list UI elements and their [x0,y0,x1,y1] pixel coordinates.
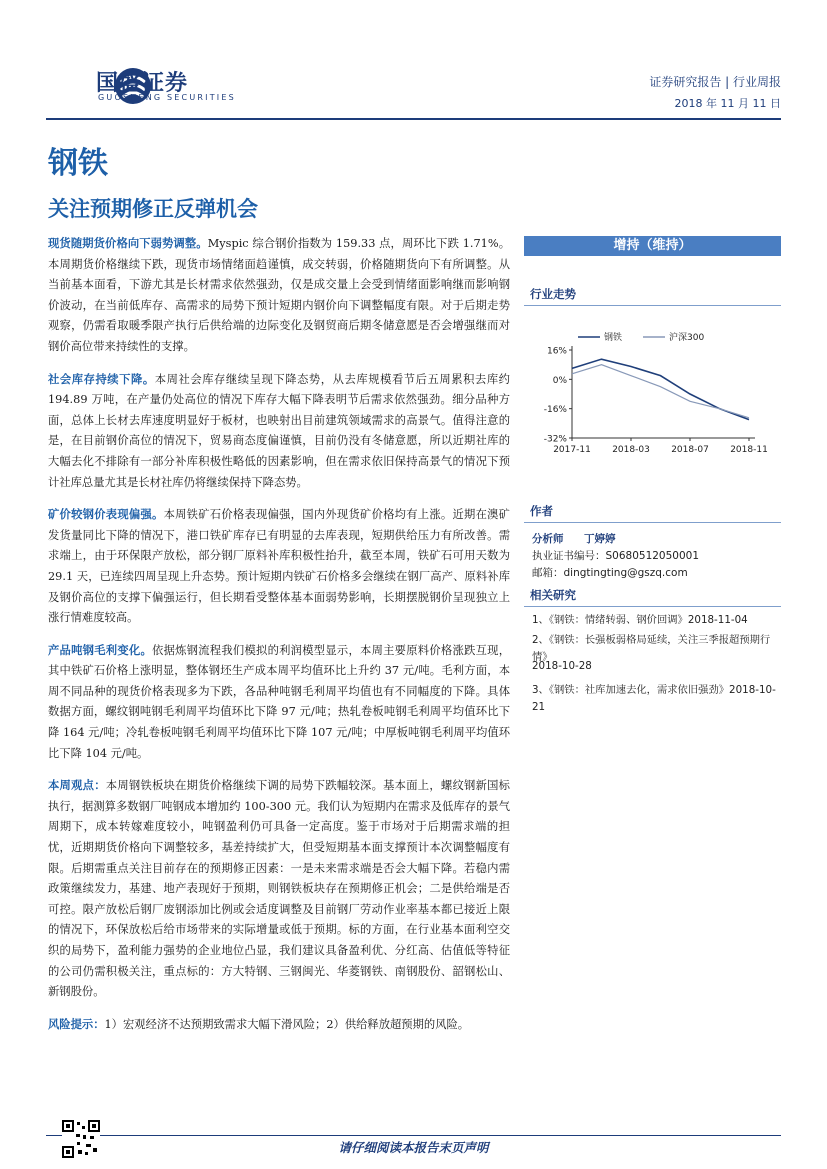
chart-layer [544,331,768,455]
series-line-1 [572,365,749,418]
paragraph-gross-margin: 产品吨钢毛利变化。依据炼钢流程我们模拟的利润模型显示，本周主要原料价格涨跌互现，其中铁矿石价格上涨明显，整体钢坯生产成本周平均值环比上升约 37 元/吨。毛利方面，本周不同品种的现货价格表现多为下跌，各品种吨钢毛利周平均值也有不同幅度的下降。具体数据方面，螺纹钢吨钢毛利周平均值环比下降 97 元/吨；热轧卷板吨钢毛利周平均值环比下降 164 元/吨；冷轧卷板吨钢毛利周平均值环比下降 107 元/吨；中厚板吨钢毛利周平均值环比下降 104 元/吨。 [48,643,510,760]
paragraph-risk: 风险提示：1）宏观经济不达预期致需求大幅下滑风险；2）供给释放超预期的风险。 [48,1017,470,1031]
company-name-en: GUOSHENG SECURITIES [98,93,236,102]
analyst-license: 执业证书编号：S0680512050001 [532,550,700,562]
header-rule [46,118,781,120]
qr-code-icon [62,1120,100,1158]
company-name: 国盛证券 [96,71,189,96]
rating-badge: 增持（维持） [524,236,781,256]
x-tick-label: 2018-03 [612,445,650,455]
main-body [48,234,510,1047]
related-list [532,612,782,713]
related-item[interactable]: 3、《钢铁：社库加速去化，需求依旧强劲》2018-10-21 [532,684,776,713]
related-rule [524,606,781,607]
y-tick-label: -32% [543,434,567,445]
y-tick-label: 0% [552,375,567,386]
paragraph-inventory: 社会库存持续下降。本周社会库存继续呈现下降态势，从去库规模看节后五周累积去库约 194.89 万吨，在产量仍处高位的情况下库存大幅下降表明节后需求依然强劲。细分品种方面，总体上长材去库速度明显好于板材，也映射出目前建筑领域需求的高景气。值得注意的是，在目前钢价高位的情况下，贸易商态度偏谨慎，目前仍没有冬储意愿，所以近期社库的大幅去化不排除有一部分补库积极性略低的因素影响，但在需求依旧保持高景气的情况下预计社库总量尤其是长材社库仍将继续保持下降态势。 [48,372,510,489]
related-item[interactable]: 1、《钢铁：情绪转弱、钢价回调》2018-11-04 [532,614,748,626]
analyst-email[interactable]: 邮箱：dingtingting@gszq.com [532,567,688,579]
doc-type: 证券研究报告 | 行业周报 [649,75,781,89]
paragraph-spot-price: 现货随期货价格向下弱势调整。Myspic 综合钢价指数为 159.33 点，周环比下跌 1.71%。本周期货价格继续下跌，现货市场情绪面趋谨慎，成交转弱，价格随期货向下有所调整。从当前基本面看，下游尤其是长材需求依然强劲，仅是成交量上会受到情绪面影响继而影响钢价波动，在当前低库存、高需求的局势下预计短期内钢价向下调整幅度有限。对于后期走势观察，仍需看取暖季限产执行后供给端的边际变化及钢贸商后期冬储意愿是否会增强继而对钢价高位带来持续性的支撑。 [48,237,510,353]
analyst-name: 丁婷婷 [584,533,616,545]
footer-rule [46,1135,781,1136]
x-tick-label: 2018-07 [671,445,709,455]
trend-rule [524,305,781,306]
related-item[interactable]: 2、《钢铁：长强板弱格局延续，关注三季报超预期行情》 [532,634,771,663]
doc-date: 2018 年 11 月 11 日 [674,97,781,110]
y-tick-label: -16% [543,405,567,416]
sector-title: 钢铁 [48,146,108,181]
x-tick-label: 2017-11 [553,445,591,455]
series-line-0 [572,359,749,420]
author-rule [524,522,781,523]
analyst-role: 分析师 [532,533,564,545]
footer-disclaimer-note: 请仔细阅读本报告末页声明 [338,1140,489,1155]
related-item-date: 2018-10-28 [532,660,592,672]
author-title: 作者 [530,504,553,518]
x-tick-label: 2018-11 [730,445,768,455]
y-tick-label: 16% [546,346,567,357]
industry-trend-chart [524,325,781,465]
paragraph-ore-price: 矿价较钢价表现偏强。本周铁矿石价格表现偏强，国内外现货矿价格均有上涨。近期在澳矿发货量同比下降的情况下，港口铁矿库存已有明显的去库表现，短期供给压力有所改善。需求端上，由于环保限产放松，部分钢厂原料补库积极性抬升，截至本周，铁矿石可用天数为 29.1 天，已连续四周呈现上升态势。预计短期内铁矿石价格多会继续在钢厂高产、原料补库及钢价高位的支撑下偏强运行，但长期看受整体基本面弱势影响，长期摆脱钢价呈现独立上涨行情难度较高。 [48,508,510,625]
paragraph-weekly-view: 本周观点：本周钢铁板块在期货价格继续下调的局势下跌幅较深。基本面上，螺纹钢新国标执行，据测算多数钢厂吨钢成本增加约 100-300 元。我们认为短期内在需求及低库存的景气周期下，成本转嫁难度较小，吨钢盈利仍可具备一定高度。鉴于市场对于后期需求端的担忧，近期期货价格向下调整较多，基差持续扩大，但受短期基本面支撑预计本次调整幅度有限。后期需重点关注目前存在的预期修正因素：一是未来需求端是否会大幅下降。若稳内需政策继续发力，基建、地产表现好于预期，则钢铁板块存在预期修正机会；二是供给端是否可控。限产放松后钢厂废钢添加比例或会适度调整及目前钢厂劳动作业率基本都已接近上限的情况下，环保放松后给市场带来的实际增量或低于预期。标的方面，在行业基本面利空交织的局势下，盈利能力强势的企业地位凸显，我们建议具备盈利优、分红高、估值低等特征的公司仍需积极关注，重点标的：方大特钢、三钢闽光、华菱钢铁、南钢股份、韶钢松山、新钢股份。 [48,779,510,999]
related-title: 相关研究 [530,588,576,602]
trend-title: 行业走势 [530,287,576,301]
legend-label-1: 沪深300 [669,333,705,343]
report-headline: 关注预期修正反弹机会 [48,196,258,221]
legend-label-0: 钢铁 [604,333,623,343]
